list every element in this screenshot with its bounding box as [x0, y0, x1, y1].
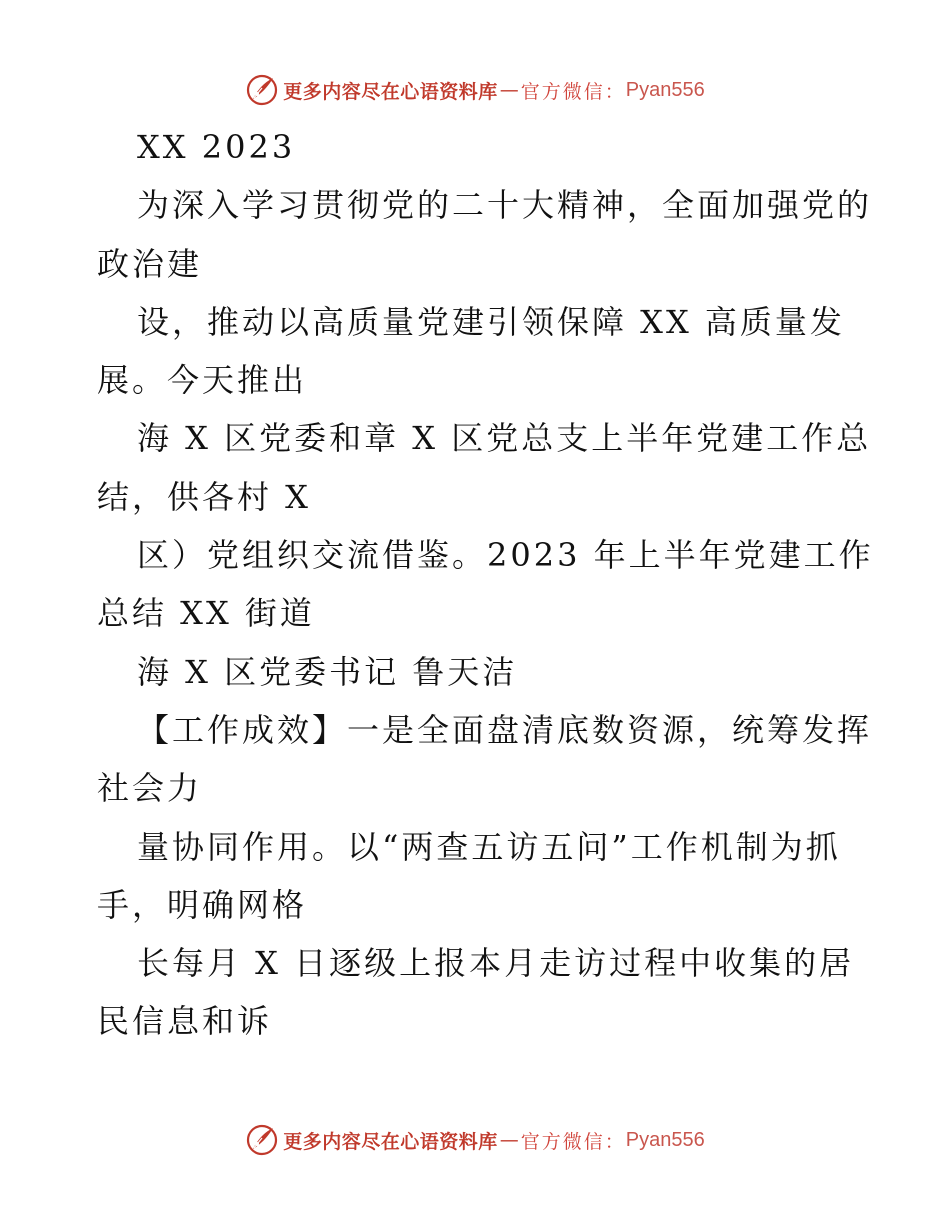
text-line: 社会力	[97, 769, 203, 808]
footer-banner	[0, 1120, 950, 1160]
text-line: 手，明确网格	[97, 885, 308, 924]
text-line: 区）党组织交流借鉴。2023 年上半年党建工作	[137, 536, 874, 575]
banner-wechat-id: Pyan556	[625, 78, 705, 101]
document-body	[97, 118, 874, 1051]
text-line: 总结 XX 街道	[97, 594, 315, 633]
text-line: 展。今天推出	[97, 361, 308, 400]
text-line: 海 X 区党委和章 X 区党总支上半年党建工作总	[137, 419, 872, 458]
banner-separator: —	[499, 1129, 519, 1151]
banner-separator: —	[499, 79, 519, 101]
quill-pen-logo-icon	[245, 1123, 279, 1157]
text-line: 【工作成效】一是全面盘清底数资源，统筹发挥	[137, 710, 873, 749]
text-line: 政治建	[97, 244, 203, 283]
text-line: XX 2023	[137, 128, 296, 166]
header-banner	[0, 70, 950, 110]
text-line: 民信息和诉	[97, 1002, 273, 1041]
banner-title: 更多内容尽在心语资料库	[283, 1130, 498, 1153]
banner-wechat-label: 官方微信：	[520, 80, 626, 103]
text-line: 为深入学习贯彻党的二十大精神，全面加强党的	[137, 186, 873, 225]
text-line: 量协同作用。以“两查五访五问”工作机制为抓	[137, 827, 841, 866]
quill-pen-logo-icon	[245, 73, 279, 107]
text-line: 海 X 区党委书记 鲁天洁	[137, 652, 518, 691]
banner-wechat-id: Pyan556	[625, 1128, 705, 1151]
text-line: 结，供各村 X	[97, 477, 311, 516]
banner-wechat-label: 官方微信：	[520, 1130, 626, 1153]
text-line: 设，推动以高质量党建引领保障 XX 高质量发	[137, 302, 845, 341]
banner-title: 更多内容尽在心语资料库	[283, 80, 498, 103]
text-line: 长每月 X 日逐级上报本月走访过程中收集的居	[137, 944, 855, 983]
